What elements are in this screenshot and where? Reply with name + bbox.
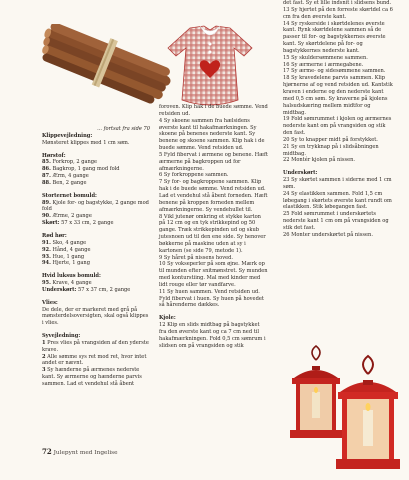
list-item: 88. Ben, 2 gange [42, 179, 87, 186]
paragraph: 15 Sy skuldersømmene sammen. [283, 54, 368, 61]
paragraph: 9 Sy håret på nissens hoved. [159, 254, 233, 261]
storternet-heading: Storternet bomuld: [42, 192, 97, 199]
gingham-dress-image [160, 14, 260, 114]
list-item: 87. Ærm, 4 gange [42, 173, 89, 180]
red-lanterns-image [286, 340, 404, 475]
paragraph: 5 Fyld fibervat i ærmene og benene. Hæft ærmerne på bagkroppen ud for afmærkningerne. [159, 151, 268, 172]
page-footer [42, 447, 118, 456]
list-item: Skørt: 57 x 33 cm, 2 gange [42, 220, 114, 227]
list-item: 94. Hjerte, 1 gang [42, 260, 90, 267]
paragraph: 13 Sy hjertet på den forreste skørtdel ca 6 cm fra den øverste kant. [283, 6, 393, 20]
paragraph: 10 Sy vokseperler på som øjne. Mærk op til munden efter snitmønstret. Sy munden med konturstiing. Mal med kinder med lidt rouge eller tør vandfarve. [159, 261, 268, 288]
list-item: 86. Bagkrop, 1 gang mod fold [42, 166, 120, 173]
list-item: 91. Sko, 4 gange [42, 239, 87, 246]
cinnamon-bundle-image [30, 24, 180, 106]
paragraph: 19 Fold sømrummet i kjolen og ærmernes nederste kant om på vrangsiden og stik den fast. [283, 116, 392, 137]
list-item: 89. Kjole for- og bagstykke, 2 gange mod fold [42, 199, 149, 213]
paragraph: 6 Sy forkroppene sammen. [159, 172, 229, 179]
paragraph: 25 Fold sømrummet i underskørtets nederste kant 1 cm om på vrangsiden og stik det fast. [283, 211, 389, 231]
paragraph: 17 Sy ærme- og sidesømmene sammen. [283, 68, 386, 75]
column-1 [42, 126, 150, 388]
syvejledning-heading: Syvejledning: [42, 333, 81, 340]
list-item: 85. Forkrop, 2 gange [42, 159, 98, 166]
list-item: Underskørt: 57 x 37 cm, 2 gange [42, 286, 131, 293]
paragraph: 7 Sy for- og bagkroppene sammen. Klip hak i de buede sømme. Vend retsiden ud. Lad et vendehul stå åbent forneden. Hæft benene på kroppen forneden mellem afmærkningerne. Sy vendehullet til. [159, 179, 268, 213]
paragraph: 11 Sy huen sammen. Vend retsiden ud. Fyld fibervat i huen. Sy huen på hovedet så hårenderne dækkes. [159, 288, 264, 309]
paragraph: 16 Sy ærmerne i ærmegabene. [283, 61, 364, 68]
paragraph: 20 Sy to knapper midt på forstykket. [283, 136, 378, 143]
paragraph: 12 Klip en slids midtbag på bagstykket fra den øverste kant og ca 7 cm ned til hakafmærkningen. Fold 0,5 cm sømrum i slidsen om på vrangsiden og stik [159, 322, 266, 349]
paragraph: 22 Montér kjolen på nissen. [283, 157, 356, 164]
paragraph: 26 Monter underskørtet på nissen. [283, 231, 373, 238]
list-item: 1 Pres vlies på vrangsiden af den yderste krave. [42, 339, 149, 353]
paragraph: 21 Sy en trykknap på i slidsåbningen midtbag. [283, 143, 379, 157]
list-item: 90. Ærme, 2 gange [42, 213, 92, 220]
column-3 [283, 0, 395, 239]
klippevejledning-heading: Klippevejledning: [42, 132, 93, 139]
paragraph: 4 Sy skoene sammen fra hælsidens øverste kant til hakafmærkningen. Sy skoene på benenes nederste kant. Sy benene og skoene sammen. Klip hak i de buede sømme. Vend retsiden ud. [159, 117, 265, 152]
list-item: 3 Sy hænderne på ærmenes nederste kant. Sy ærmerne og hænderne parvis sammen. Lad et vendehul stå åbent [42, 367, 142, 387]
horstof-heading: Hørstof: [42, 152, 66, 159]
page-number: 72 [42, 447, 52, 456]
column-2 [159, 104, 268, 350]
book-title: Julepynt med Ingelise [53, 450, 118, 456]
list-item: 93. Hue, 1 gang [42, 253, 85, 260]
klippevejledning-text: Mønsteret klippes med 1 cm søm. [42, 139, 130, 146]
kjole-heading: Kjole: [159, 315, 176, 322]
vlies-heading: Vlies: [42, 299, 58, 306]
underskort-heading: Underskørt: [283, 170, 318, 177]
list-item: 2 Alle sømme sys ret mod ret, hvor intet andet er nævnt. [42, 353, 147, 367]
paragraph: det fast. Sy et lille indsnit i slidsens bund. [283, 0, 392, 6]
paragraph: foroven. Klip hak i de buede sømme. Vend retsiden ud. [159, 104, 268, 117]
paragraph: 23 Sy skørtet sammen i siderne med 1 cm søm. [283, 177, 392, 190]
continued-from-note: ... fortsat fra side 70 [97, 126, 150, 132]
paragraph: 24 Sy elastikken sammen. Fold 1,5 cm løbegang i skørtets øverste kant rundt om elastikken. Stik løbegangen fast. [283, 190, 392, 211]
hvid-heading: Hvid luksus bomuld: [42, 273, 101, 280]
list-item: 95. Krave, 4 gange [42, 280, 92, 287]
paragraph: 8 Vikl jutenør omkring et stykke karton på 12 cm og en tyk strikkepind og 50 gange. Træk strikkepinden ud og skub jutesnoen ud til den ene side. Sy henover bøkkerne på maskine uden at sy i kartonen (se side 79, metode 1). [159, 213, 266, 254]
vlies-text: De dele, der er markeret med grå på mønsterdelsoversigten, skal også klippes i vlies. [42, 306, 149, 327]
paragraph: 18 Sy kravedelene parvis sammen. Klip hjørnerne af og vend retsiden ud. Kantstik kraven i enderne og den nederste kant med 0,5 cm søm. Sy kraverne på kjolens halsudskæring mellem midtfor og midtbag. [283, 75, 393, 116]
rodhor-heading: Rød hør: [42, 232, 67, 239]
paragraph: 14 Sy ryskerside i skørtdelenes øverste kant. Rynk skørtdelene sammen så de passer til for- og bagstykkernes øverste kant. Sy skørtdelene på for- og bagstykkernes nederste kant. [283, 20, 386, 54]
list-item: 92. Hånd, 4 gange [42, 246, 91, 253]
